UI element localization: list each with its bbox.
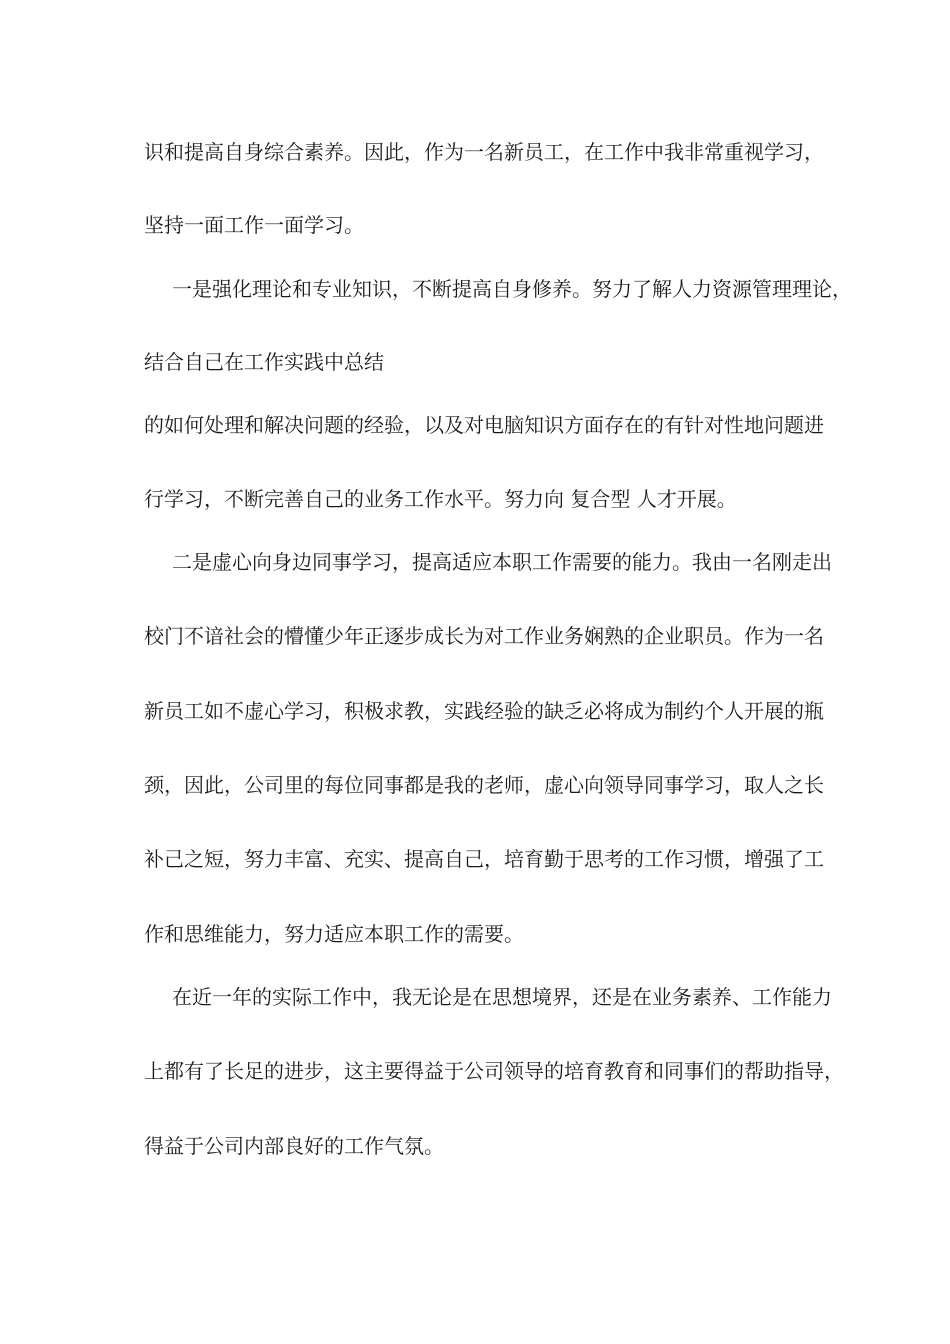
text-line: 结合自己在工作实践中总结 [144, 350, 384, 374]
text-line: 校门不谙社会的懵懂少年正逐步成长为对工作业务娴熟的企业职员。作为一名 [144, 624, 824, 648]
text-line: 新员工如不虚心学习，积极求教，实践经验的缺乏必将成为制约个人开展的瓶 [144, 699, 824, 723]
text-line: 坚持一面工作一面学习。 [144, 213, 364, 237]
text-line: 上都有了长足的进步，这主要得益于公司领导的培育教育和同事们的帮助指导， [144, 1059, 844, 1083]
text-line: 补己之短，努力丰富、充实、提高自己，培育勤于思考的工作习惯，增强了工 [144, 847, 824, 871]
text-line: 颈，因此，公司里的每位同事都是我的老师，虚心向领导同事学习，取人之长 [144, 773, 824, 797]
text-line: 得益于公司内部良好的工作气氛。 [144, 1134, 444, 1158]
paragraph-first-line: 一是强化理论和专业知识，不断提高自身修养。努力了解人力资源管理理论， [172, 277, 852, 301]
paragraph-first-line: 在近一年的实际工作中，我无论是在思想境界，还是在业务素养、工作能力 [172, 985, 832, 1009]
text-line: 行学习，不断完善自己的业务工作水平。努力向 复合型 人才开展。 [144, 487, 737, 511]
text-line: 作和思维能力，努力适应本职工作的需要。 [144, 922, 524, 946]
text-line: 的如何处理和解决问题的经验，以及对电脑知识方面存在的有针对性地问题进 [144, 413, 824, 437]
paragraph-first-line: 二是虚心向身边同事学习，提高适应本职工作需要的能力。我由一名刚走出 [172, 550, 832, 574]
text-line: 识和提高自身综合素养。因此，作为一名新员工，在工作中我非常重视学习， [144, 140, 824, 164]
